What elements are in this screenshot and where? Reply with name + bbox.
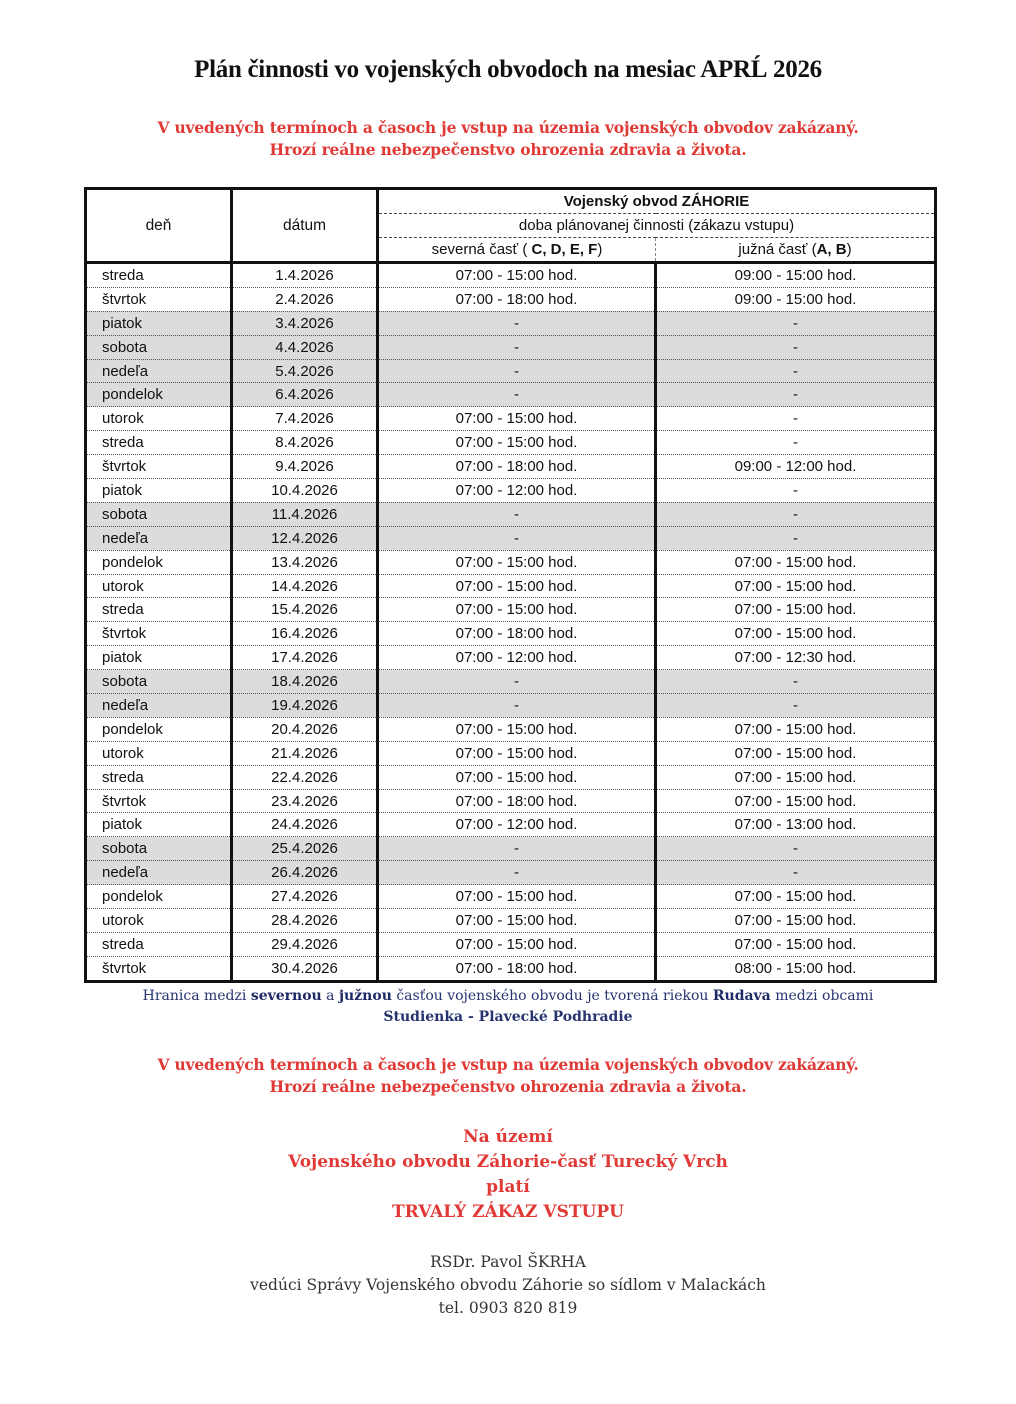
day-cell: pondelok xyxy=(86,717,232,741)
day-cell: sobota xyxy=(86,502,232,526)
north-time-cell: - xyxy=(378,335,656,359)
south-time-cell: - xyxy=(656,431,936,455)
date-cell: 4.4.2026 xyxy=(232,335,378,359)
table-row xyxy=(86,311,936,335)
table-row xyxy=(86,479,936,503)
day-cell: piatok xyxy=(86,646,232,670)
south-time-cell: 07:00 - 15:00 hod. xyxy=(656,574,936,598)
warning-line-1: V uvedených termínoch a časoch je vstup na územia vojenských obvodov zakázaný. xyxy=(157,118,859,137)
south-time-cell: 07:00 - 15:00 hod. xyxy=(656,885,936,909)
table-row xyxy=(86,335,936,359)
page-title: Plán činnosti vo vojenských obvodoch na mesiac APRĹ 2026 xyxy=(194,56,822,83)
north-time-cell: 07:00 - 18:00 hod. xyxy=(378,455,656,479)
table-row xyxy=(86,837,936,861)
date-cell: 30.4.2026 xyxy=(232,956,378,981)
south-time-cell: - xyxy=(656,526,936,550)
north-time-cell: 07:00 - 15:00 hod. xyxy=(378,431,656,455)
south-time-cell: 07:00 - 15:00 hod. xyxy=(656,598,936,622)
permanent-ban-line-4: TRVALÝ ZÁKAZ VSTUPU xyxy=(392,1202,624,1222)
south-time-cell: 07:00 - 15:00 hod. xyxy=(656,550,936,574)
permanent-ban-line-2: Vojenského obvodu Záhorie-časť Turecký Vrch xyxy=(288,1152,728,1172)
table-row xyxy=(86,861,936,885)
north-time-cell: 07:00 - 18:00 hod. xyxy=(378,287,656,311)
warning-line-1: V uvedených termínoch a časoch je vstup na územia vojenských obvodov zakázaný. xyxy=(157,1055,859,1074)
table-row xyxy=(86,622,936,646)
south-time-cell: - xyxy=(656,311,936,335)
north-time-cell: 07:00 - 15:00 hod. xyxy=(378,598,656,622)
header-day: deň xyxy=(86,189,232,263)
table-row xyxy=(86,598,936,622)
table-row xyxy=(86,932,936,956)
south-time-cell: 09:00 - 12:00 hod. xyxy=(656,455,936,479)
day-cell: utorok xyxy=(86,407,232,431)
date-cell: 25.4.2026 xyxy=(232,837,378,861)
day-cell: nedeľa xyxy=(86,861,232,885)
south-time-cell: - xyxy=(656,670,936,694)
table-row xyxy=(86,741,936,765)
day-cell: utorok xyxy=(86,741,232,765)
day-cell: štvrtok xyxy=(86,789,232,813)
north-time-cell: 07:00 - 18:00 hod. xyxy=(378,622,656,646)
south-time-cell: 08:00 - 15:00 hod. xyxy=(734,959,857,977)
note-text: časťou vojenského obvodu je tvorená riekou xyxy=(391,988,713,1004)
header-south-sectors: A, B xyxy=(816,241,847,258)
north-time-cell: - xyxy=(378,502,656,526)
day-cell: štvrtok xyxy=(86,956,232,981)
table-row xyxy=(86,407,936,431)
north-time-cell: - xyxy=(378,311,656,335)
north-time-cell: 07:00 - 15:00 hod. xyxy=(378,885,656,909)
header-south xyxy=(656,238,936,263)
warning-bottom xyxy=(0,1054,1016,1098)
north-time-cell: - xyxy=(378,526,656,550)
table-row xyxy=(86,431,936,455)
date-cell: 15.4.2026 xyxy=(232,598,378,622)
day-cell: piatok xyxy=(86,311,232,335)
south-time-cell: 07:00 - 15:00 hod. xyxy=(656,789,936,813)
note-text: medzi obcami xyxy=(770,988,874,1004)
south-time-cell: 07:00 - 12:30 hod. xyxy=(656,646,936,670)
north-time-cell: 07:00 - 18:00 hod. xyxy=(378,956,656,981)
table-row xyxy=(86,287,936,311)
date-cell: 12.4.2026 xyxy=(232,526,378,550)
north-time-cell: 07:00 - 15:00 hod. xyxy=(378,717,656,741)
day-cell: nedeľa xyxy=(86,526,232,550)
table-row xyxy=(86,455,936,479)
north-time-cell: 07:00 - 15:00 hod. xyxy=(378,263,656,288)
note-bold-south: južnou xyxy=(338,988,392,1004)
north-time-cell: 07:00 - 12:00 hod. xyxy=(378,813,656,837)
schedule-table-container xyxy=(84,187,934,983)
table-row xyxy=(86,646,936,670)
day-cell: štvrtok xyxy=(86,455,232,479)
north-time-cell: 07:00 - 18:00 hod. xyxy=(378,789,656,813)
header-south-prefix: južná časť ( xyxy=(738,241,817,258)
table-row xyxy=(86,359,936,383)
north-time-cell: 07:00 - 15:00 hod. xyxy=(378,932,656,956)
table-row xyxy=(86,383,936,407)
south-time-cell: 07:00 - 15:00 hod. xyxy=(656,909,936,933)
day-cell: piatok xyxy=(86,479,232,503)
day-cell: nedeľa xyxy=(86,694,232,718)
date-cell: 20.4.2026 xyxy=(232,717,378,741)
south-time-cell: - xyxy=(656,383,936,407)
north-time-cell: - xyxy=(378,670,656,694)
warning-line-2: Hrozí reálne nebezpečenstvo ohrozenia zdravia a života. xyxy=(269,140,747,159)
note-text: a xyxy=(321,988,339,1004)
header-north xyxy=(378,238,656,263)
header-north-sectors: C, D, E, F xyxy=(531,241,598,258)
day-cell: sobota xyxy=(86,837,232,861)
date-cell: 27.4.2026 xyxy=(232,885,378,909)
header-date: dátum xyxy=(232,189,378,263)
north-time-cell: 07:00 - 15:00 hod. xyxy=(378,741,656,765)
date-cell: 7.4.2026 xyxy=(232,407,378,431)
date-cell: 26.4.2026 xyxy=(232,861,378,885)
schedule-body xyxy=(86,263,936,982)
date-cell: 8.4.2026 xyxy=(232,431,378,455)
north-time-cell: - xyxy=(378,861,656,885)
south-time-cell: - xyxy=(656,335,936,359)
day-cell: sobota xyxy=(86,335,232,359)
south-time-cell: - xyxy=(656,837,936,861)
date-cell: 22.4.2026 xyxy=(232,765,378,789)
south-time-cell: 09:00 - 15:00 hod. xyxy=(656,263,936,288)
date-cell: 11.4.2026 xyxy=(232,502,378,526)
table-row xyxy=(86,263,936,288)
date-cell: 16.4.2026 xyxy=(232,622,378,646)
table-row xyxy=(86,813,936,837)
north-time-cell: 07:00 - 12:00 hod. xyxy=(378,479,656,503)
south-time-cell: - xyxy=(656,861,936,885)
north-time-cell: 07:00 - 12:00 hod. xyxy=(378,646,656,670)
day-cell: utorok xyxy=(86,909,232,933)
day-cell: streda xyxy=(86,431,232,455)
south-time-cell: 07:00 - 15:00 hod. xyxy=(656,741,936,765)
header-south-suffix: ) xyxy=(846,241,852,258)
boundary-note-villages: Studienka - Plavecké Podhradie xyxy=(383,1009,633,1025)
header-north-suffix: ) xyxy=(597,241,603,258)
south-time-cell: 09:00 - 15:00 hod. xyxy=(656,287,936,311)
signature-name: RSDr. Pavol ŠKRHA xyxy=(430,1253,586,1271)
date-cell: 14.4.2026 xyxy=(232,574,378,598)
warning-line-2: Hrozí reálne nebezpečenstvo ohrozenia zdravia a života. xyxy=(269,1077,747,1096)
south-time-cell: - xyxy=(656,359,936,383)
table-row xyxy=(86,694,936,718)
table-row xyxy=(86,789,936,813)
south-time-cell: 07:00 - 15:00 hod. xyxy=(656,765,936,789)
date-cell: 29.4.2026 xyxy=(232,932,378,956)
table-row xyxy=(86,502,936,526)
day-cell: streda xyxy=(86,263,232,288)
south-time-cell: - xyxy=(656,479,936,503)
north-time-cell: - xyxy=(378,694,656,718)
south-time-cell: 07:00 - 15:00 hod. xyxy=(656,932,936,956)
north-time-cell: 07:00 - 15:00 hod. xyxy=(378,909,656,933)
table-row xyxy=(86,765,936,789)
date-cell: 10.4.2026 xyxy=(232,479,378,503)
date-cell: 24.4.2026 xyxy=(232,813,378,837)
date-cell: 17.4.2026 xyxy=(232,646,378,670)
date-cell: 5.4.2026 xyxy=(232,359,378,383)
table-row xyxy=(86,550,936,574)
day-cell: utorok xyxy=(86,574,232,598)
header-period: doba plánovanej činnosti (zákazu vstupu) xyxy=(378,214,936,238)
date-cell: 28.4.2026 xyxy=(232,909,378,933)
signature-role: vedúci Správy Vojenského obvodu Záhorie so sídlom v Malackách xyxy=(250,1276,766,1294)
table-row xyxy=(86,526,936,550)
header-zone: Vojenský obvod ZÁHORIE xyxy=(378,189,936,214)
note-bold-north: severnou xyxy=(250,988,322,1004)
date-cell: 13.4.2026 xyxy=(232,550,378,574)
day-cell: streda xyxy=(86,932,232,956)
date-cell: 18.4.2026 xyxy=(232,670,378,694)
note-text: Hranica medzi xyxy=(142,988,251,1004)
date-cell: 2.4.2026 xyxy=(232,287,378,311)
south-time-cell: - xyxy=(656,502,936,526)
table-row xyxy=(86,574,936,598)
date-cell: 9.4.2026 xyxy=(232,455,378,479)
date-cell: 19.4.2026 xyxy=(232,694,378,718)
date-cell: 21.4.2026 xyxy=(232,741,378,765)
north-time-cell: - xyxy=(378,359,656,383)
date-cell: 23.4.2026 xyxy=(232,789,378,813)
signature-phone: tel. 0903 820 819 xyxy=(438,1299,578,1317)
north-time-cell: 07:00 - 15:00 hod. xyxy=(378,574,656,598)
north-time-cell: 07:00 - 15:00 hod. xyxy=(378,407,656,431)
day-cell: piatok xyxy=(86,813,232,837)
warning-top xyxy=(0,117,1016,161)
south-time-cell: - xyxy=(656,694,936,718)
table-row xyxy=(86,717,936,741)
south-time-cell: - xyxy=(656,407,936,431)
header-north-prefix: severná časť ( xyxy=(431,241,532,258)
date-cell: 6.4.2026 xyxy=(232,383,378,407)
north-time-cell: 07:00 - 15:00 hod. xyxy=(378,550,656,574)
day-cell: štvrtok xyxy=(86,622,232,646)
north-time-cell: 07:00 - 15:00 hod. xyxy=(378,765,656,789)
date-cell: 3.4.2026 xyxy=(232,311,378,335)
day-cell: nedeľa xyxy=(86,359,232,383)
table-row xyxy=(86,670,936,694)
day-cell: štvrtok xyxy=(86,287,232,311)
day-cell: pondelok xyxy=(86,550,232,574)
day-cell: streda xyxy=(86,765,232,789)
north-time-cell: - xyxy=(378,837,656,861)
south-time-cell: 07:00 - 15:00 hod. xyxy=(656,622,936,646)
permanent-ban-line-3: platí xyxy=(486,1177,530,1197)
south-time-cell: 07:00 - 13:00 hod. xyxy=(656,813,936,837)
permanent-ban-line-1: Na území xyxy=(463,1127,553,1147)
day-cell: sobota xyxy=(86,670,232,694)
date-cell: 1.4.2026 xyxy=(232,263,378,288)
day-cell: pondelok xyxy=(86,885,232,909)
day-cell: pondelok xyxy=(86,383,232,407)
south-time-cell: 07:00 - 15:00 hod. xyxy=(656,717,936,741)
table-row xyxy=(86,956,936,981)
note-bold-river: Rudava xyxy=(712,988,771,1004)
day-cell: streda xyxy=(86,598,232,622)
table-row xyxy=(86,909,936,933)
north-time-cell: - xyxy=(378,383,656,407)
table-row xyxy=(86,885,936,909)
schedule-table xyxy=(84,187,937,983)
boundary-note xyxy=(0,985,1016,1007)
